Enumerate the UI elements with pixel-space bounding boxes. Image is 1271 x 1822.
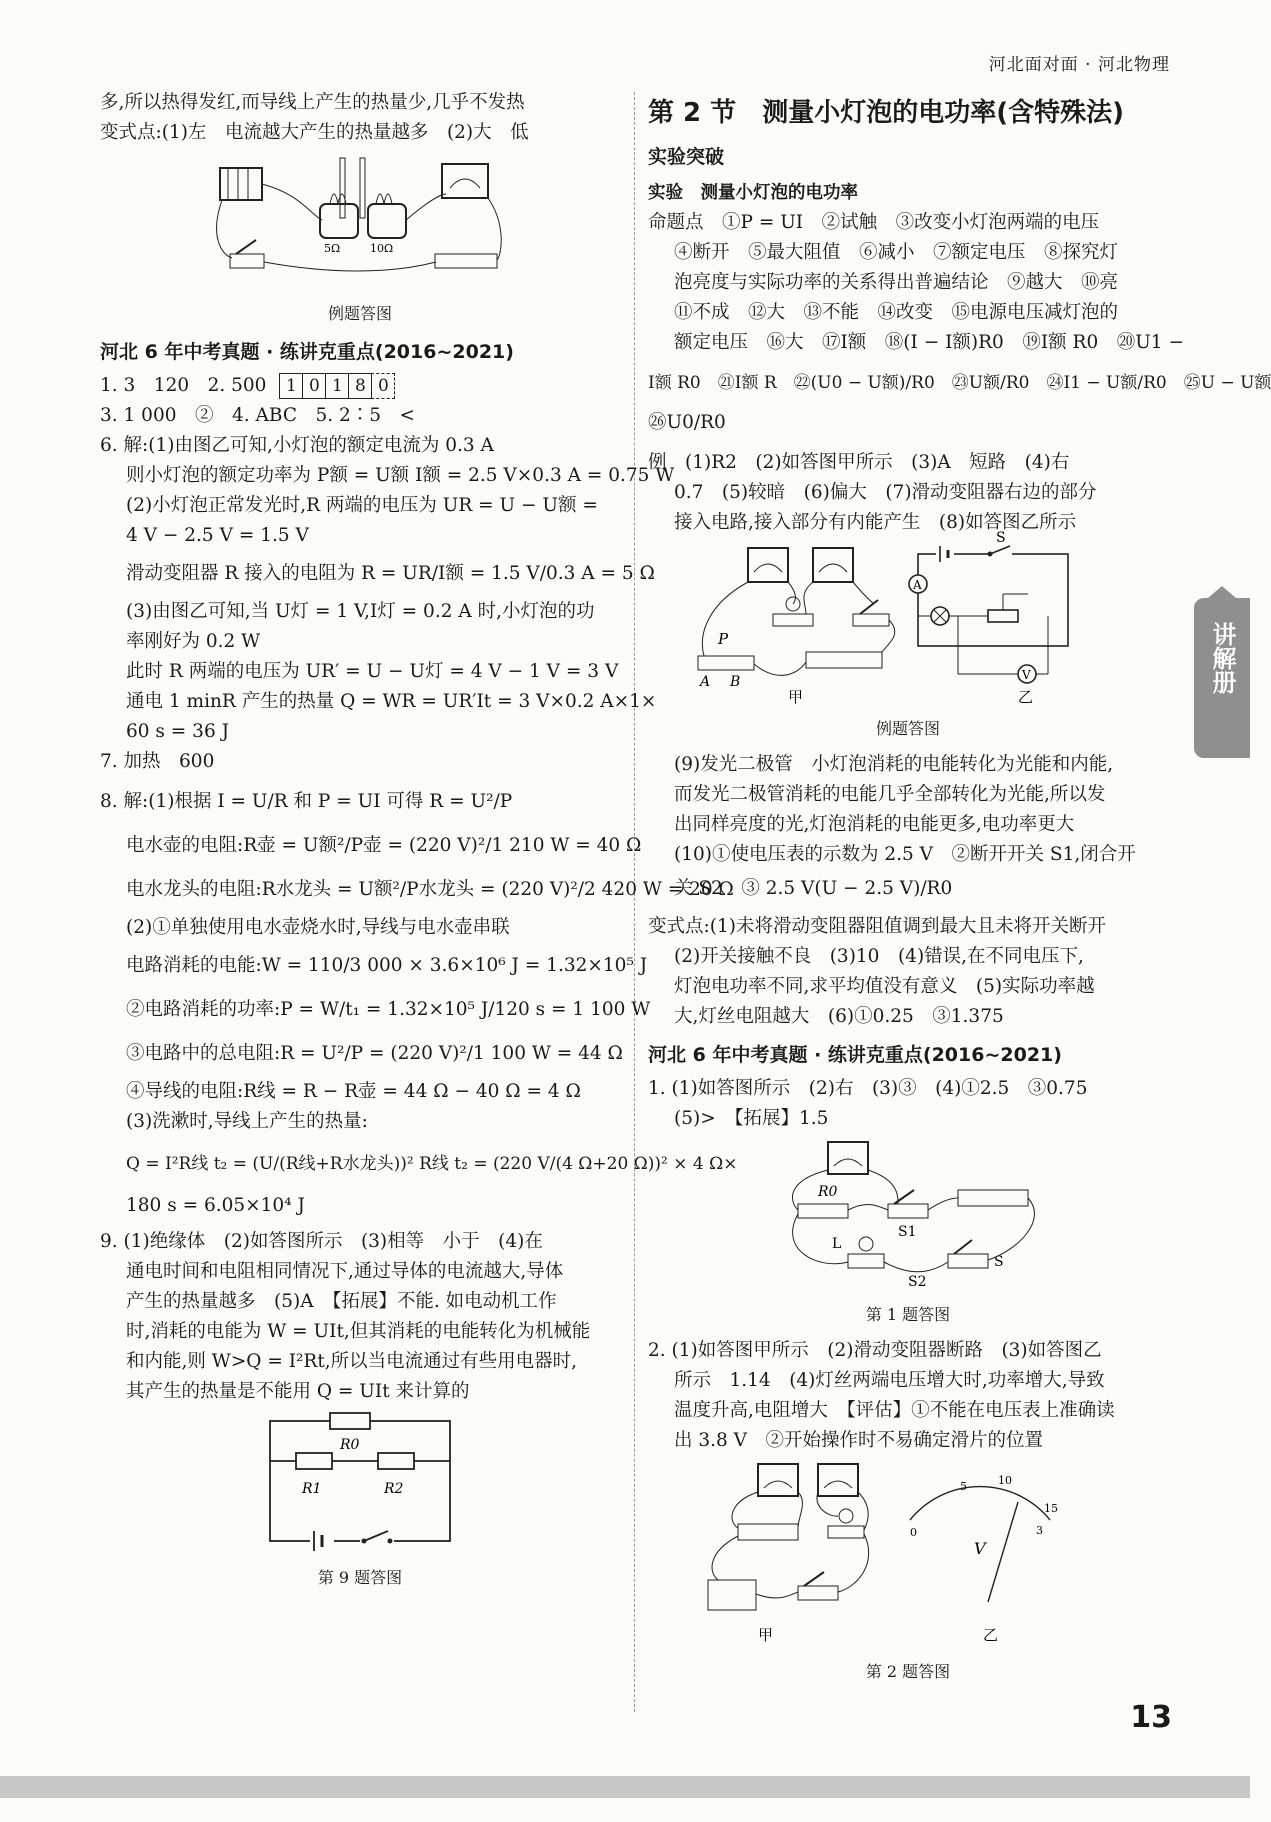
digit-box: 0	[302, 373, 326, 399]
text-line: 其产生的热量是不能用 Q = UIt 来计算的	[126, 1381, 470, 1402]
text-line: (3)由图乙可知,当 U灯 = 1 V,I灯 = 0.2 A 时,小灯泡的功	[126, 601, 595, 622]
text-line: 关 S2 ③ 2.5 V(U − 2.5 V)/R0	[674, 878, 953, 899]
text-line: 和内能,则 W>Q = I²Rt,所以当电流通过有些用电器时,	[126, 1351, 578, 1372]
text-line: 率刚好为 0.2 W	[126, 631, 261, 652]
circuit-diagrams-q2	[688, 1462, 1128, 1647]
label-yi: 乙	[1018, 688, 1034, 706]
text-line: 出 3.8 V ②开始操作时不易确定滑片的位置	[674, 1430, 1044, 1451]
subheading: 实验 测量小灯泡的电功率	[648, 183, 858, 203]
text-line: 3. 1 000 ② 4. ABC 5. 2∶5 <	[100, 405, 416, 426]
digit-box: 8	[348, 373, 372, 399]
text-line: 6. 解:(1)由图乙可知,小灯泡的额定电流为 0.3 A	[100, 435, 494, 456]
text-line: 通电 1 minR 产生的热量 Q = WR = UR′It = 3 V×0.2 A×1×	[126, 691, 657, 712]
circuit-diagram-q1	[758, 1140, 1058, 1290]
text-line: ②电路消耗的功率:P = W/t₁ = 1.32×10⁵ J/120 s = 1 100 W	[126, 999, 651, 1020]
figure-caption: 第 1 题答图	[865, 1305, 951, 1324]
text-line: 8. 解:(1)根据 I = U/R 和 P = UI 可得 R = U²/P	[100, 791, 513, 812]
text-line: ⑪不成 ⑫大 ⑬不能 ⑭改变 ⑮电源电压减灯泡的	[674, 302, 1119, 323]
text-line: 通电时间和电阻相同情况下,通过导体的电流越大,导体	[126, 1261, 564, 1282]
text-line: ㉖U0/R0	[648, 412, 726, 433]
label-s: S	[996, 530, 1006, 546]
figure-caption: 例题答图	[327, 304, 392, 323]
text-line: 泡亮度与实际功率的关系得出普遍结论 ⑨越大 ⑩亮	[674, 272, 1119, 293]
answer-digit-boxes	[280, 375, 395, 396]
side-tab	[1194, 598, 1250, 758]
label-r2: R2	[384, 1481, 404, 1497]
label-yi: 乙	[983, 1626, 999, 1644]
dial-label-3: 3	[1036, 1524, 1043, 1537]
text-line: ③电路中的总电阻:R = U²/P = (220 V)²/1 100 W = 44 Ω	[126, 1043, 623, 1064]
text-line: 出同样亮度的光,灯泡消耗的电能更多,电功率更大	[674, 814, 1075, 835]
text-line: 所示 1.14 (4)灯丝两端电压增大时,功率增大,导致	[674, 1370, 1105, 1391]
figure-caption: 第 2 题答图	[865, 1662, 951, 1681]
text-line: 接入电路,接入部分有内能产生 (8)如答图乙所示	[674, 512, 1077, 533]
text-line: 180 s = 6.05×10⁴ J	[126, 1195, 305, 1216]
answer-text: 1. 3 120 2. 500	[100, 375, 267, 396]
text-line: 变式点:(1)左 电流越大产生的热量越多 (2)大 低	[100, 122, 529, 143]
text-line: 60 s = 36 J	[126, 721, 230, 742]
label-s2: S2	[908, 1274, 927, 1290]
text-line: 例 (1)R2 (2)如答图甲所示 (3)A 短路 (4)右	[648, 452, 1070, 473]
figure-example-answer	[648, 530, 1168, 744]
text-line: 多,所以热得发红,而导线上产生的热量少,几乎不发热	[100, 92, 525, 113]
text-line: I额 R0 ㉑I额 R ㉒(U0 − U额)/R0 ㉓U额/R0 ㉔I1 − U额/R0 ㉕U − U额	[648, 373, 1271, 393]
text-line: (3)洗漱时,导线上产生的热量:	[126, 1111, 368, 1132]
label-p: P	[718, 630, 729, 648]
text-line: 电水壶的电阻:R壶 = U额²/P壶 = (220 V)²/1 210 W = 40 Ω	[126, 835, 642, 856]
label-a: A	[700, 674, 711, 690]
text-line: 7. 加热 600	[100, 751, 215, 772]
figure-q1	[648, 1140, 1168, 1330]
label-jia: 甲	[758, 1626, 774, 1644]
text-line: 灯泡电功率不同,求平均值没有意义 (5)实际功率越	[674, 976, 1095, 997]
text-line: 0.7 (5)较暗 (6)偏大 (7)滑动变阻器右边的部分	[674, 482, 1097, 503]
label-10ohm: 10Ω	[370, 242, 394, 255]
text-line: (2)①单独使用电水壶烧水时,导线与电水壶串联	[126, 917, 510, 938]
label-r0: R0	[340, 1437, 360, 1453]
dial-label-0: 0	[910, 1526, 917, 1539]
label-b: B	[730, 674, 741, 690]
text-line: 变式点:(1)未将滑动变阻器阻值调到最大且未将开关断开	[648, 916, 1106, 937]
bottom-bar	[0, 1776, 1250, 1798]
side-tab-label: 讲解册	[1208, 622, 1236, 694]
text-line: ④导线的电阻:R线 = R − R壶 = 44 Ω − 40 Ω = 4 Ω	[126, 1081, 581, 1102]
circuit-diagrams-example	[688, 530, 1128, 706]
figure-q9	[100, 1413, 620, 1593]
text-line: (9)发光二极管 小灯泡消耗的电能转化为光能和内能,	[674, 754, 1114, 775]
circuit-diagram-heating	[210, 154, 510, 289]
label-r1: R1	[302, 1481, 322, 1497]
text-line: (10)①使电压表的示数为 2.5 V ②断开开关 S1,闭合开	[674, 844, 1136, 865]
text-line: 滑动变阻器 R 接入的电阻为 R = UR/I额 = 1.5 V/0.3 A = 5 Ω	[126, 563, 655, 584]
dial-label-15: 15	[1044, 1502, 1058, 1515]
text-line: (2)开关接触不良 (3)10 (4)错误,在不同电压下,	[674, 946, 1084, 967]
dial-label-v: V	[974, 1539, 986, 1558]
running-header: 河北面对面 · 河北物理	[988, 55, 1170, 75]
figure-caption: 第 9 题答图	[317, 1568, 403, 1587]
digit-box: 1	[279, 373, 303, 399]
text-line: 产生的热量越多 (5)A 【拓展】不能. 如电动机工作	[126, 1291, 557, 1312]
text-line: 温度升高,电阻增大 【评估】①不能在电压表上准确读	[674, 1400, 1115, 1421]
text-line: 电路消耗的电能:W = 110/3 000 × 3.6×10⁶ J = 1.32×10⁵ J	[126, 955, 648, 976]
text-line: 此时 R 两端的电压为 UR′ = U − U灯 = 4 V − 1 V = 3 V	[126, 661, 619, 682]
figure-q2	[648, 1462, 1168, 1687]
label-s1: S1	[898, 1224, 917, 1240]
figure-example-heating	[100, 154, 620, 329]
chapter-title: 第 2 节 测量小灯泡的电功率(含特殊法)	[648, 98, 1124, 128]
text-line: 1. (1)如答图所示 (2)右 (3)③ (4)①2.5 ③0.75	[648, 1078, 1088, 1099]
label-voltmeter: V	[1022, 668, 1031, 682]
text-line: 额定电压 ⑯大 ⑰I额 ⑱(I − I额)R0 ⑲I额 R0 ⑳U1 −	[674, 332, 1184, 353]
text-line: 电水龙头的电阻:R水龙头 = U额²/P水龙头 = (220 V)²/2 420 W = 20 Ω	[126, 879, 734, 900]
label-ammeter: A	[913, 578, 922, 592]
text-line: (5)> 【拓展】1.5	[674, 1108, 829, 1129]
section-title: 河北 6 年中考真题 · 练讲克重点(2016~2021)	[648, 1044, 1062, 1066]
page-number: 13	[1130, 1700, 1172, 1735]
dial-label-10: 10	[998, 1474, 1012, 1487]
figure-caption: 例题答图	[875, 719, 940, 738]
label-r0: R0	[818, 1184, 838, 1200]
subheading: 实验突破	[648, 146, 725, 168]
label-5ohm: 5Ω	[324, 242, 341, 255]
label-s: S	[994, 1254, 1004, 1270]
answer-line-q1	[100, 371, 620, 401]
text-line: 则小灯泡的额定功率为 P额 = U额 I额 = 2.5 V×0.3 A = 0.75 W	[126, 465, 675, 486]
label-l: L	[832, 1236, 842, 1252]
text-line: 9. (1)绝缘体 (2)如答图所示 (3)相等 小于 (4)在	[100, 1231, 543, 1252]
circuit-diagram-q9	[260, 1413, 460, 1553]
text-line: (2)小灯泡正常发光时,R 两端的电压为 UR = U − U额 =	[126, 495, 598, 516]
section-title: 河北 6 年中考真题 · 练讲克重点(2016~2021)	[100, 341, 514, 363]
text-line: 4 V − 2.5 V = 1.5 V	[126, 525, 309, 546]
dial-label-5: 5	[960, 1480, 967, 1493]
label-jia: 甲	[788, 688, 804, 706]
text-line: 命题点 ①P = UI ②试触 ③改变小灯泡两端的电压	[648, 212, 1100, 233]
text-line: 2. (1)如答图甲所示 (2)滑动变阻器断路 (3)如答图乙	[648, 1340, 1102, 1361]
digit-box: 0	[371, 373, 395, 399]
text-line: 大,灯丝电阻越大 (6)①0.25 ③1.375	[674, 1006, 1004, 1027]
text-line: ④断开 ⑤最大阻值 ⑥减小 ⑦额定电压 ⑧探究灯	[674, 242, 1119, 263]
digit-box: 1	[325, 373, 349, 399]
text-line: 时,消耗的电能为 W = UIt,但其消耗的电能转化为机械能	[126, 1321, 591, 1342]
text-line: Q = I²R线 t₂ = (U/(R线+R水龙头))² R线 t₂ = (220 V/(4 Ω+20 Ω))² × 4 Ω×	[126, 1154, 738, 1174]
text-line: 而发光二极管消耗的电能几乎全部转化为光能,所以发	[674, 784, 1106, 805]
